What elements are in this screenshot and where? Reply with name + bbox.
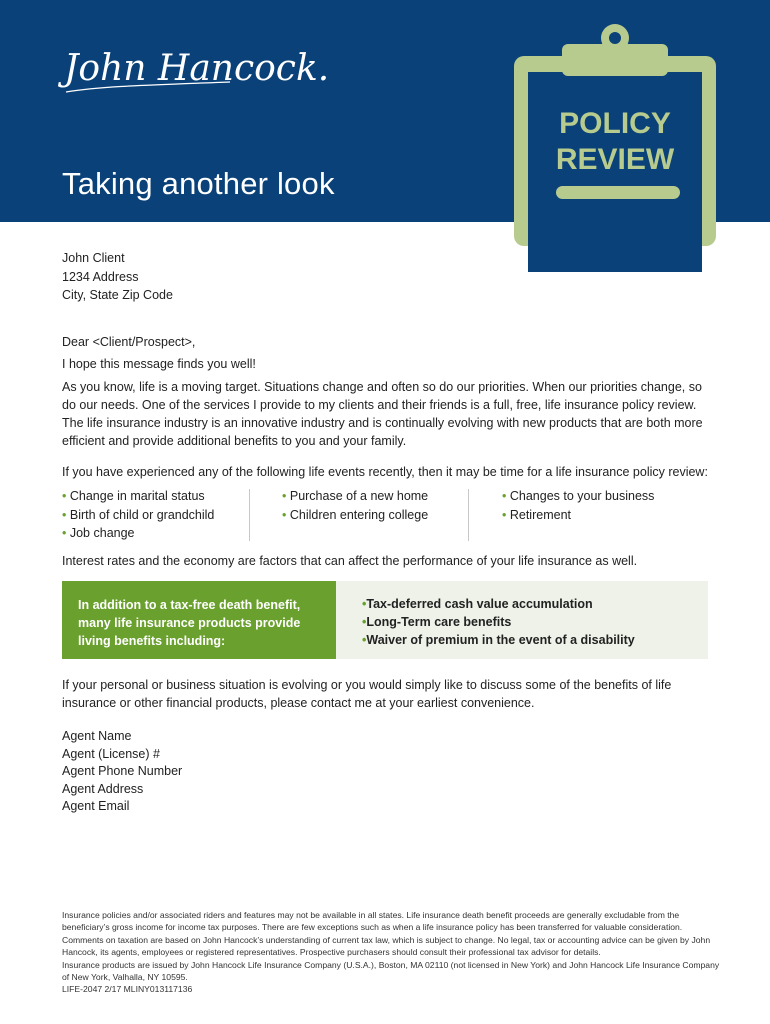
disclaimer: [62, 909, 722, 996]
disclaimer-paragraph: Insurance policies and/or associated riders and features may not be available in all states. Life insurance death benefit proceeds are generally excludable from the beneficiary’s gross income for income tax purposes. There are few exceptions such as when a life insurance policy has been transferred for valuable consideration. Comments on taxation are based on John Hancock’s understanding of current tax law, which is subject to change. No legal, tax or accounting advice can be given by John Hancock, its agents, employees or registered representatives. Prospective purchasers should consult their professional tax advisor for details.: [62, 910, 711, 958]
life-events-list: [62, 487, 722, 543]
intro-paragraph: I hope this message finds you well!: [62, 357, 256, 371]
list-item: • Job change: [62, 524, 214, 543]
clipboard-title-line1: POLICY: [559, 107, 671, 140]
list-item: • Retirement: [502, 506, 654, 525]
agent-line: Agent (License) #: [62, 746, 160, 761]
page-headline: Taking another look: [62, 166, 335, 201]
address-line: John Client: [62, 251, 125, 265]
john-hancock-logo: [62, 38, 330, 100]
agent-signature: [62, 727, 182, 815]
address-line: City, State Zip Code: [62, 288, 173, 302]
list-item: • Purchase of a new home: [282, 487, 428, 506]
recipient-address: [62, 249, 173, 305]
clipboard-title-line2: REVIEW: [555, 143, 675, 176]
list-item: • Birth of child or grandchild: [62, 506, 214, 525]
agent-line: Agent Address: [62, 781, 144, 796]
form-code: LIFE-2047 2/17 MLINY013117136: [62, 984, 193, 995]
interest-rates-paragraph: Interest rates and the economy are factors that can affect the performance of your life insurance as well.: [62, 554, 638, 568]
logo-text: John Hancock.: [64, 48, 330, 89]
list-item: • Children entering college: [282, 506, 428, 525]
agent-line: Agent Email: [62, 799, 130, 813]
moving-target-paragraph: As you know, life is a moving target. Situations change and often so do our priorities. When our priorities change, so do our needs. One of the services I provide to my clients and their friends is a full, free, life insurance policy review. The life insurance industry is an innovative industry and is continually evolving with new products that are both more efficient and provide additional benefits to you and your family.: [62, 380, 703, 448]
list-item: • Long-Term care benefits: [362, 613, 635, 631]
clipboard-title: [540, 106, 690, 178]
salutation: Dear <Client/Prospect>,: [62, 335, 196, 349]
benefits-list: [362, 595, 635, 649]
agent-line: Agent Phone Number: [62, 764, 183, 778]
life-events-column: [502, 487, 654, 524]
closing-paragraph: If your personal or business situation is evolving or you would simply like to discuss some of the benefits of life insurance or other financial products, please contact me at your earliest convenience.: [62, 678, 672, 710]
column-divider: [249, 489, 250, 541]
list-item: • Waiver of premium in the event of a disability: [362, 631, 635, 649]
list-item: • Changes to your business: [502, 487, 654, 506]
benefits-box-lead: In addition to a tax-free death benefit, many life insurance products provide living benefits including:: [78, 598, 301, 648]
address-line: 1234 Address: [62, 269, 139, 284]
life-events-column: [62, 487, 214, 543]
disclaimer-paragraph: Insurance products are issued by John Hancock Life Insurance Company (U.S.A.), Boston, MA 02110 (not licensed in New York) and John Hancock Life Insurance Company of New York, Valhalla, NY 10595.: [62, 959, 720, 983]
agent-line: Agent Name: [62, 729, 132, 743]
list-item: • Change in marital status: [62, 487, 214, 506]
column-divider: [468, 489, 469, 541]
life-events-column: [282, 487, 428, 524]
list-item: • Tax-deferred cash value accumulation: [362, 595, 635, 613]
life-events-intro: If you have experienced any of the following life events recently, then it may be time for a life insurance policy review:: [62, 465, 708, 479]
